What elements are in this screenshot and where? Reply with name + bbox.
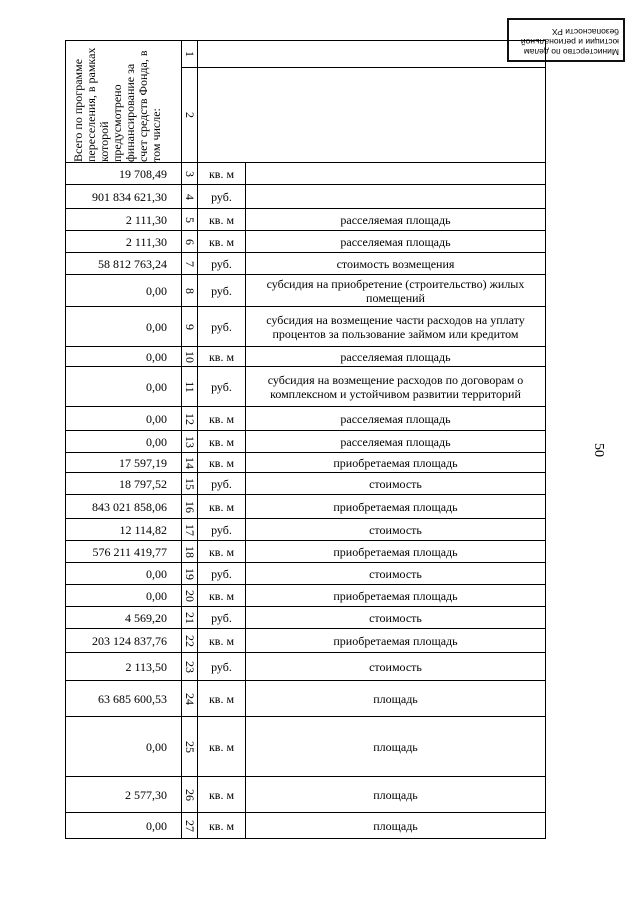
unit-cell: кв. м bbox=[197, 231, 245, 253]
value-cell: 19 708,49 bbox=[65, 163, 181, 185]
unit-cell: кв. м bbox=[197, 209, 245, 231]
value-cell: 0,00 bbox=[65, 347, 181, 367]
value-cell: 63 685 600,53 bbox=[65, 681, 181, 717]
table-row bbox=[65, 209, 546, 231]
description-cell: площадь bbox=[245, 681, 546, 717]
table-row bbox=[65, 495, 546, 519]
description-cell: приобретаемая площадь bbox=[245, 541, 546, 563]
unit-cell: руб. bbox=[197, 275, 245, 307]
row-number-cell: 26 bbox=[181, 777, 197, 813]
row-number-cell: 21 bbox=[181, 607, 197, 629]
row-number-cell: 25 bbox=[181, 717, 197, 777]
table-row bbox=[65, 813, 546, 839]
value-cell: 203 124 837,76 bbox=[65, 629, 181, 653]
unit-cell: кв. м bbox=[197, 681, 245, 717]
unit-cell: кв. м bbox=[197, 585, 245, 607]
table-row bbox=[65, 275, 546, 307]
unit-cell: руб. bbox=[197, 185, 245, 209]
row-number-cell: 6 bbox=[181, 231, 197, 253]
row-number-cell: 13 bbox=[181, 431, 197, 453]
value-cell: 0,00 bbox=[65, 585, 181, 607]
row-number-cell: 17 bbox=[181, 519, 197, 541]
table-row bbox=[65, 777, 546, 813]
description-cell: стоимость bbox=[245, 653, 546, 681]
description-cell: площадь bbox=[245, 813, 546, 839]
description-cell: стоимость bbox=[245, 563, 546, 585]
value-cell: 0,00 bbox=[65, 431, 181, 453]
unit-cell: кв. м bbox=[197, 163, 245, 185]
value-cell: 4 569,20 bbox=[65, 607, 181, 629]
row-number-cell: 16 bbox=[181, 495, 197, 519]
page-number: 50 bbox=[591, 443, 606, 457]
description-cell: стоимость bbox=[245, 473, 546, 495]
row-number-cell: 19 bbox=[181, 563, 197, 585]
row-number-cell: 15 bbox=[181, 473, 197, 495]
value-cell: 12 114,82 bbox=[65, 519, 181, 541]
description-cell: приобретаемая площадь bbox=[245, 629, 546, 653]
table-row bbox=[65, 607, 546, 629]
header-col2: 2 bbox=[181, 68, 197, 163]
row-number-cell: 18 bbox=[181, 541, 197, 563]
row-number-cell: 8 bbox=[181, 275, 197, 307]
stamp-line: юстиции и региональной bbox=[520, 37, 619, 47]
unit-cell: кв. м bbox=[197, 347, 245, 367]
description-cell: приобретаемая площадь bbox=[245, 585, 546, 607]
description-cell: приобретаемая площадь bbox=[245, 495, 546, 519]
value-cell: 0,00 bbox=[65, 275, 181, 307]
row-number-cell: 23 bbox=[181, 653, 197, 681]
unit-cell: кв. м bbox=[197, 813, 245, 839]
value-cell: 0,00 bbox=[65, 813, 181, 839]
unit-cell: кв. м bbox=[197, 629, 245, 653]
unit-cell: руб. bbox=[197, 607, 245, 629]
header-label: Всего по программе переселения, в рамках которой предусмотрено финансирование за счет средств Фонда, в том числе: bbox=[71, 47, 163, 162]
table-row bbox=[65, 307, 546, 347]
table-row bbox=[65, 163, 546, 185]
table-row bbox=[65, 453, 546, 473]
value-cell: 0,00 bbox=[65, 717, 181, 777]
table-row bbox=[65, 653, 546, 681]
unit-cell: руб. bbox=[197, 653, 245, 681]
table-row bbox=[65, 347, 546, 367]
row-number-cell: 4 bbox=[181, 185, 197, 209]
description-cell: стоимость возмещения bbox=[245, 253, 546, 275]
description-cell: расселяемая площадь bbox=[245, 209, 546, 231]
description-cell: расселяемая площадь bbox=[245, 407, 546, 431]
value-cell: 2 113,50 bbox=[65, 653, 181, 681]
description-cell: субсидия на приобретение (строительство) жилых помещений bbox=[245, 275, 546, 307]
unit-cell: руб. bbox=[197, 519, 245, 541]
stamp-line: Министерство по делам bbox=[523, 47, 619, 57]
description-cell: субсидия на возмещение части расходов на уплату процентов за пользование займом или кредитом bbox=[245, 307, 546, 347]
row-number-cell: 27 bbox=[181, 813, 197, 839]
row-number-cell: 10 bbox=[181, 347, 197, 367]
description-cell: площадь bbox=[245, 777, 546, 813]
row-number-cell: 3 bbox=[181, 163, 197, 185]
unit-cell: руб. bbox=[197, 563, 245, 585]
unit-cell: кв. м bbox=[197, 717, 245, 777]
value-cell: 0,00 bbox=[65, 307, 181, 347]
description-cell bbox=[245, 163, 546, 185]
table-row bbox=[65, 407, 546, 431]
description-cell bbox=[245, 185, 546, 209]
table-row bbox=[65, 231, 546, 253]
description-cell: расселяемая площадь bbox=[245, 231, 546, 253]
row-number-cell: 14 bbox=[181, 453, 197, 473]
value-cell: 0,00 bbox=[65, 407, 181, 431]
header-col1: 1 bbox=[181, 40, 197, 68]
header-empty-top bbox=[197, 40, 546, 68]
unit-cell: кв. м bbox=[197, 777, 245, 813]
row-number-cell: 9 bbox=[181, 307, 197, 347]
value-cell: 17 597,19 bbox=[65, 453, 181, 473]
header-empty-bottom bbox=[197, 68, 546, 163]
description-cell: площадь bbox=[245, 717, 546, 777]
value-cell: 0,00 bbox=[65, 563, 181, 585]
value-cell: 2 111,30 bbox=[65, 209, 181, 231]
table-row bbox=[65, 253, 546, 275]
row-number-cell: 12 bbox=[181, 407, 197, 431]
value-cell: 18 797,52 bbox=[65, 473, 181, 495]
table-row bbox=[65, 185, 546, 209]
description-cell: стоимость bbox=[245, 607, 546, 629]
table-row bbox=[65, 367, 546, 407]
table-row bbox=[65, 629, 546, 653]
row-number-cell: 24 bbox=[181, 681, 197, 717]
value-cell: 0,00 bbox=[65, 367, 181, 407]
table-row bbox=[65, 519, 546, 541]
row-number-cell: 11 bbox=[181, 367, 197, 407]
row-number-cell: 22 bbox=[181, 629, 197, 653]
header-row bbox=[65, 40, 546, 163]
description-cell: стоимость bbox=[245, 519, 546, 541]
description-cell: расселяемая площадь bbox=[245, 347, 546, 367]
unit-cell: кв. м bbox=[197, 453, 245, 473]
unit-cell: руб. bbox=[197, 253, 245, 275]
table-row bbox=[65, 473, 546, 495]
description-cell: расселяемая площадь bbox=[245, 431, 546, 453]
unit-cell: кв. м bbox=[197, 541, 245, 563]
table-row bbox=[65, 431, 546, 453]
row-number-cell: 5 bbox=[181, 209, 197, 231]
table-row bbox=[65, 541, 546, 563]
description-cell: субсидия на возмещение расходов по договорам о комплексном и устойчивом развитии территорий bbox=[245, 367, 546, 407]
unit-cell: руб. bbox=[197, 307, 245, 347]
unit-cell: кв. м bbox=[197, 431, 245, 453]
unit-cell: руб. bbox=[197, 367, 245, 407]
stamp-line: безопасности РХ bbox=[551, 27, 619, 37]
value-cell: 58 812 763,24 bbox=[65, 253, 181, 275]
value-cell: 2 111,30 bbox=[65, 231, 181, 253]
value-cell: 576 211 419,77 bbox=[65, 541, 181, 563]
table-row bbox=[65, 585, 546, 607]
description-cell: приобретаемая площадь bbox=[245, 453, 546, 473]
table-row bbox=[65, 563, 546, 585]
value-cell: 843 021 858,06 bbox=[65, 495, 181, 519]
table-row bbox=[65, 717, 546, 777]
unit-cell: кв. м bbox=[197, 495, 245, 519]
unit-cell: руб. bbox=[197, 473, 245, 495]
unit-cell: кв. м bbox=[197, 407, 245, 431]
table-row bbox=[65, 681, 546, 717]
value-cell: 901 834 621,30 bbox=[65, 185, 181, 209]
value-cell: 2 577,30 bbox=[65, 777, 181, 813]
row-number-cell: 20 bbox=[181, 585, 197, 607]
row-number-cell: 7 bbox=[181, 253, 197, 275]
